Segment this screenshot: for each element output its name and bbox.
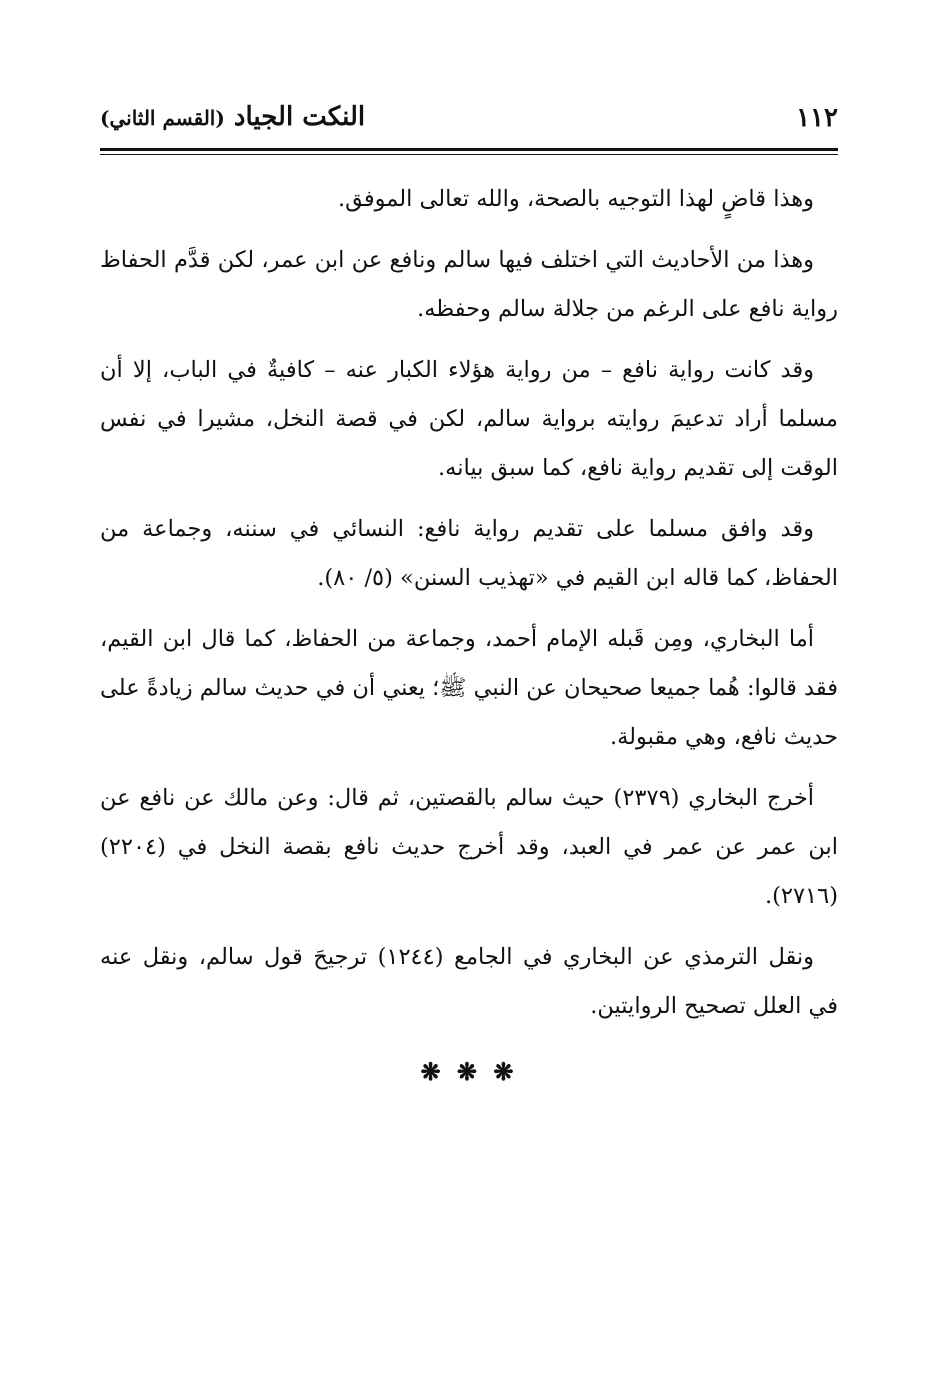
paragraph-5: أما البخاري، ومِن قَبله الإمام أحمد، وجماعة من الحفاظ، كما قال ابن القيم، فقد قالوا: هُما جميعا صحيحان عن النبي ﷺ؛ يعني أن في حديث سالم زيادةً على حديث نافع، وهي مقبولة. xyxy=(100,626,838,750)
book-subtitle: (القسم الثاني) xyxy=(100,106,225,130)
paragraph-4: وقد وافق مسلما على تقديم رواية نافع: النسائي في سننه، وجماعة من الحفاظ، كما قاله ابن القيم في «تهذيب السنن» (٥/ ٨٠). xyxy=(100,516,838,591)
book-title: النكت الجياد xyxy=(233,102,366,132)
page xyxy=(100,96,838,1086)
running-title xyxy=(100,95,365,140)
paragraph-6: أخرج البخاري (٢٣٧٩) حيث سالم بالقصتين، ثم قال: وعن مالك عن نافع عن ابن عمر عن عمر في العبد، وقد أخرج حديث نافع بقصة النخل في (٢٢٠٤) (٢٧١٦). xyxy=(100,785,838,909)
page-body xyxy=(100,175,838,1086)
header-rule-thin xyxy=(100,154,838,155)
section-separator: ❋ ❋ ❋ xyxy=(420,1057,518,1086)
header-rule-thick xyxy=(100,148,838,151)
paragraph-2: وهذا من الأحاديث التي اختلف فيها سالم ونافع عن ابن عمر، لكن قدَّم الحفاظ رواية نافع على الرغم من جلالة سالم وحفظه. xyxy=(100,247,838,322)
page-header xyxy=(100,96,838,140)
paragraph-1: وهذا قاضٍ لهذا التوجيه بالصحة، والله تعالى الموفق. xyxy=(337,186,814,212)
paragraph-7: ونقل الترمذي عن البخاري في الجامع (١٢٤٤) ترجيحَ قول سالم، ونقل عنه في العلل تصحيح الروايتين. xyxy=(100,944,838,1019)
page-number: ١١٢ xyxy=(796,103,838,133)
paragraph-3: وقد كانت رواية نافع – من رواية هؤلاء الكبار عنه – كافيةٌ في الباب، إلا أن مسلما أراد تدعيمَ روايته برواية سالم، لكن في قصة النخل، مشيرا في نفس الوقت إلى تقديم رواية نافع، كما سبق بيانه. xyxy=(100,357,838,481)
